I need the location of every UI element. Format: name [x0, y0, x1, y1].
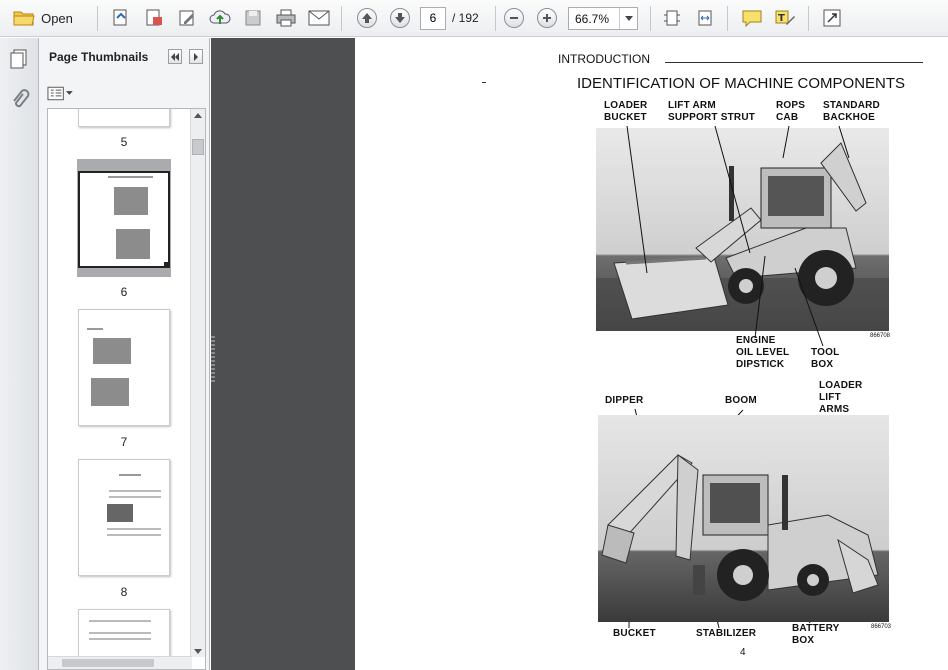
thumbnail-label: 7 [120, 435, 128, 449]
label-boom: BOOM [725, 395, 757, 406]
separator [495, 6, 496, 31]
thumbnail-label: 6 [120, 285, 128, 299]
save-button[interactable] [240, 5, 266, 31]
separator [341, 6, 342, 31]
thumbnail-list[interactable] [47, 108, 206, 670]
section-heading: INTRODUCTION [558, 52, 650, 66]
scroll-down-icon[interactable] [194, 649, 202, 654]
separator [650, 6, 651, 31]
pdf-export-icon [144, 8, 164, 28]
arrow-up-icon [361, 12, 373, 24]
label-loader-bucket: LOADER BUCKET [604, 100, 648, 123]
photo-backhoe-rear [598, 415, 889, 622]
thumbnail-page-7[interactable] [78, 309, 170, 426]
thumbnail-page-6[interactable] [78, 171, 170, 268]
fit-page-icon [662, 8, 682, 28]
separator [727, 6, 728, 31]
resize-handle[interactable] [164, 262, 169, 267]
separator [808, 6, 809, 31]
label-loader-lift-arms: LOADER LIFT ARMS [819, 380, 863, 415]
label-lift-arm-support-strut: LIFT ARM SUPPORT STRUT [668, 100, 756, 123]
fit-width-icon [695, 8, 715, 28]
label-standard-backhoe: STANDARD BACKHOE [823, 100, 880, 123]
open-button[interactable] [4, 5, 82, 31]
label-rops-cab: ROPS CAB [776, 100, 806, 123]
page-number: 4 [740, 647, 746, 658]
envelope-icon [308, 10, 330, 26]
pages-icon[interactable] [8, 48, 30, 75]
zoom-value: 66.7% [575, 12, 610, 26]
print-button[interactable] [273, 5, 299, 31]
expand-panel-button[interactable] [189, 49, 203, 64]
double-chevron-left-icon [170, 53, 180, 61]
document-page [355, 38, 948, 670]
expand-icon [822, 8, 842, 28]
horizontal-scrollbar[interactable] [48, 656, 192, 669]
panel-title: Page Thumbnails [49, 50, 149, 64]
save-icon [244, 9, 262, 27]
photo-code: 866708 [870, 333, 891, 339]
label-engine-oil-level-dipstick: ENGINE OIL LEVEL DIPSTICK [736, 335, 790, 370]
edit-icon [177, 8, 197, 28]
open-label: Open [41, 10, 73, 26]
highlight-text-icon [774, 8, 796, 28]
thumbnail-options-button[interactable] [47, 85, 73, 101]
scroll-thumb[interactable] [192, 139, 204, 155]
collapse-panel-button[interactable] [168, 49, 182, 64]
comment-icon [741, 8, 763, 28]
arrow-down-icon [394, 12, 406, 24]
label-battery-box: BATTERY BOX [792, 623, 840, 646]
create-pdf-icon [111, 8, 131, 28]
prev-page-button[interactable] [354, 5, 380, 31]
export-pdf-button[interactable] [141, 5, 167, 31]
document-background [211, 38, 355, 670]
highlight-button[interactable] [772, 5, 798, 31]
scroll-up-icon[interactable] [194, 113, 202, 118]
zoom-in-button[interactable] [534, 5, 560, 31]
email-button[interactable] [306, 5, 332, 31]
fullscreen-button[interactable] [819, 5, 845, 31]
page-thumbnails-panel [39, 38, 210, 670]
plus-icon [542, 13, 552, 23]
toolbar [0, 0, 948, 37]
navigation-strip [0, 38, 39, 670]
chevron-down-icon[interactable] [619, 8, 637, 29]
options-list-icon [47, 86, 64, 101]
fit-page-button[interactable] [659, 5, 685, 31]
label-tool-box: TOOL BOX [811, 347, 840, 370]
photo-code: 866703 [871, 624, 892, 630]
chevron-down-icon [66, 91, 73, 95]
thumbnail-page-8[interactable] [78, 459, 170, 576]
svg-text:T: T [778, 13, 785, 24]
label-dipper: DIPPER [605, 395, 644, 406]
zoom-select[interactable] [568, 7, 638, 30]
scroll-thumb[interactable] [62, 659, 154, 667]
printer-icon [275, 8, 297, 28]
page-title: IDENTIFICATION OF MACHINE COMPONENTS [577, 75, 906, 92]
cloud-upload-icon [209, 8, 231, 28]
comment-button[interactable] [739, 5, 765, 31]
upload-button[interactable] [207, 5, 233, 31]
zoom-out-button[interactable] [501, 5, 527, 31]
page-total: / 192 [452, 11, 479, 25]
create-pdf-button[interactable] [108, 5, 134, 31]
chevron-right-icon [193, 53, 199, 61]
attachment-icon[interactable] [8, 88, 30, 117]
next-page-button[interactable] [387, 5, 413, 31]
label-stabilizer: STABILIZER [696, 628, 757, 639]
page-number-input[interactable]: 6 [420, 7, 446, 30]
panel-splitter[interactable] [211, 336, 215, 382]
folder-icon [13, 9, 35, 27]
thumbnail-label: 8 [120, 585, 128, 599]
edit-button[interactable] [174, 5, 200, 31]
vertical-scrollbar[interactable] [190, 109, 205, 657]
minus-icon [509, 13, 519, 23]
thumbnail-label: 5 [120, 135, 128, 149]
fit-width-button[interactable] [692, 5, 718, 31]
label-bucket: BUCKET [613, 628, 656, 639]
separator [97, 6, 98, 31]
thumbnail-page-5[interactable] [78, 108, 170, 127]
